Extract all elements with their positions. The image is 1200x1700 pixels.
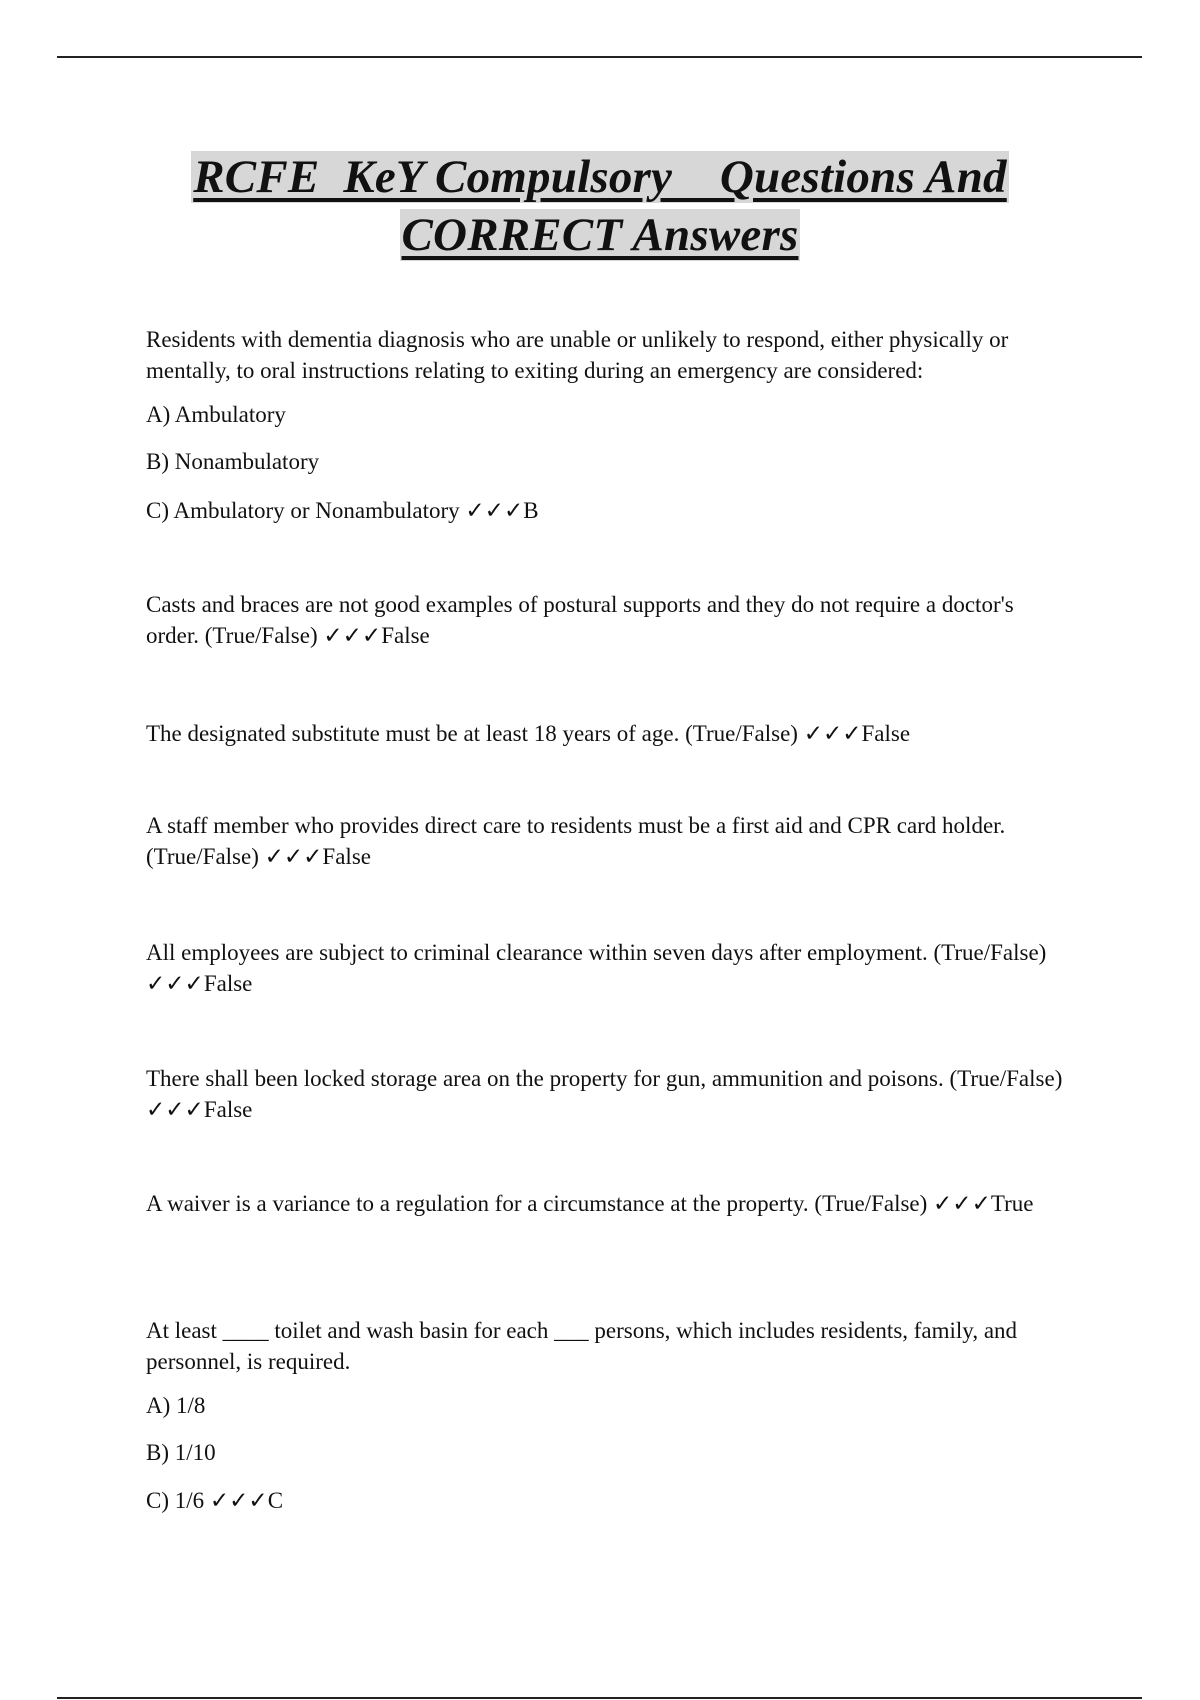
question-2-text: Casts and braces are not good examples of postural supports and they do not require a doctor's order. (True/False) ✓✓✓False xyxy=(146,592,1020,648)
question-6 xyxy=(146,1063,1069,1125)
question-8-option-c: C) 1/6 ✓✓✓C xyxy=(146,1488,284,1513)
question-1-text: Residents with dementia diagnosis who are unable or unlikely to respond, either physically or mentally, to oral instructions relating to exiting during an emergency are considered: xyxy=(146,327,1015,383)
question-6-text: There shall been locked storage area on the property for gun, ammunition and poisons. (True/False) ✓✓✓False xyxy=(146,1066,1069,1122)
question-3 xyxy=(146,718,1066,749)
question-4 xyxy=(146,810,1066,872)
document-title xyxy=(0,148,1200,264)
question-7-text: A waiver is a variance to a regulation for a circumstance at the property. (True/False) ✓✓✓True xyxy=(146,1191,1034,1216)
question-1-option-a: A) Ambulatory xyxy=(146,402,286,427)
header-rule xyxy=(57,56,1142,58)
question-8 xyxy=(146,1315,1066,1377)
footer-rule xyxy=(57,1697,1142,1699)
title-line-1: RCFE KeY Compulsory Questions And xyxy=(193,151,1007,203)
question-1 xyxy=(146,324,1066,386)
question-2 xyxy=(146,589,1066,651)
question-1-option-b: B) Nonambulatory xyxy=(146,449,320,474)
question-5 xyxy=(146,937,1066,999)
question-5-text: All employees are subject to criminal clearance within seven days after employment. (True/False) ✓✓✓False xyxy=(146,940,1053,996)
question-1-option-c: C) Ambulatory or Nonambulatory ✓✓✓B xyxy=(146,498,539,523)
question-3-text: The designated substitute must be at least 18 years of age. (True/False) ✓✓✓False xyxy=(146,721,911,746)
question-7 xyxy=(146,1188,1066,1219)
question-8-option-b: B) 1/10 xyxy=(146,1440,216,1465)
question-8-text: At least ____ toilet and wash basin for each ___ persons, which includes residents, family, and personnel, is required. xyxy=(146,1318,1023,1374)
title-line-2: CORRECT Answers xyxy=(401,209,799,261)
question-4-text: A staff member who provides direct care to residents must be a first aid and CPR card holder. (True/False) ✓✓✓False xyxy=(146,813,1012,869)
question-8-option-a: A) 1/8 xyxy=(146,1393,206,1418)
